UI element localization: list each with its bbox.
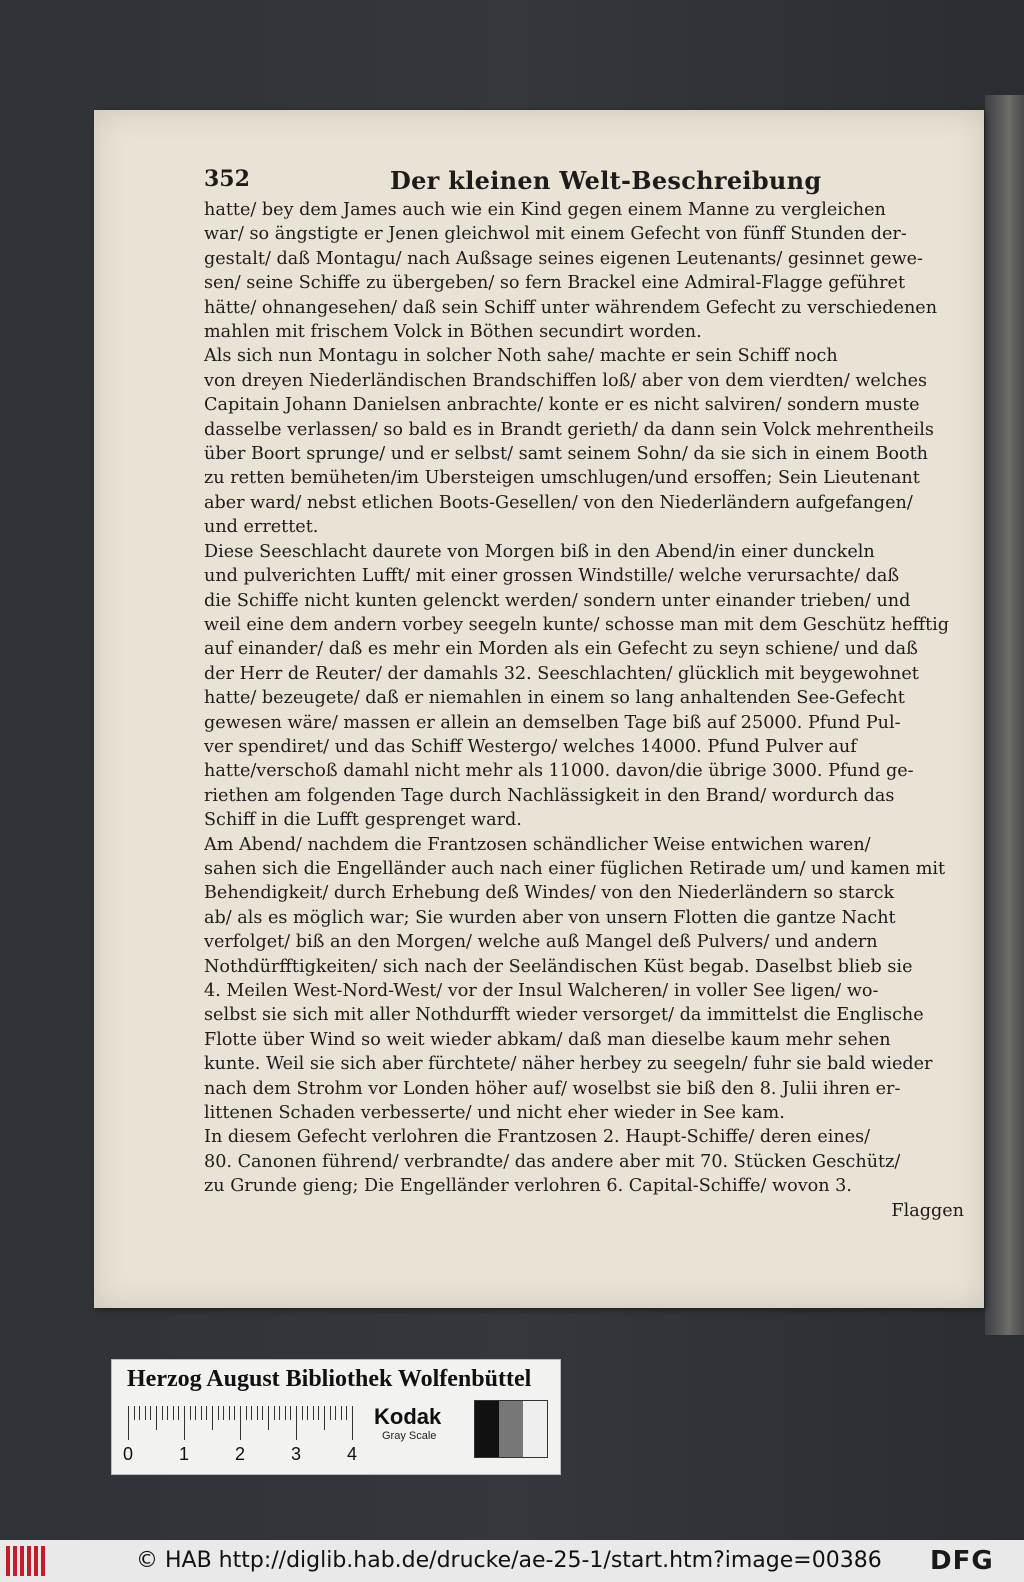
text-line: war/ so ängstigte er Jenen gleichwol mit einem Gefecht von fünff Stunden der-: [204, 224, 907, 245]
catchword: Flaggen: [891, 1200, 964, 1221]
text-line: die Schiffe nicht kunten gelenckt werden/ sondern unter einander trieben/ und: [204, 590, 911, 611]
text-line: Flotte über Wind so weit wieder abkam/ daß man dieselbe kaum mehr sehen: [204, 1029, 891, 1050]
text-line: aber ward/ nebst etlichen Boots-Gesellen/ von den Niederländern aufgefangen/: [204, 492, 913, 513]
text-line: ver spendiret/ und das Schiff Westergo/ welches 14000. Pfund Pulver auf: [204, 736, 857, 757]
text-line: gestalt/ daß Montagu/ nach Außsage seines eigenen Leutenants/ gesinnet gewe-: [204, 248, 924, 269]
ruler-tick: [257, 1406, 258, 1420]
page-body-text: [204, 198, 964, 1199]
running-head: Der kleinen Welt-Beschreibung: [390, 166, 822, 195]
ruler-tick: [139, 1406, 140, 1420]
text-line: 80. Canonen führend/ verbrandte/ das andere aber mit 70. Stücken Geschütz/: [204, 1151, 901, 1172]
ruler-tick: [296, 1406, 297, 1440]
text-line: sahen sich die Engelländer auch nach einer füglichen Retirade um/ und kamen mit: [204, 858, 946, 879]
gray-patch-black: [475, 1401, 499, 1457]
scale-ruler: [123, 1406, 358, 1464]
library-name: Herzog August Bibliothek Wolfenbüttel: [127, 1366, 532, 1392]
text-line: Schiff in die Lufft gesprenget ward.: [204, 810, 522, 831]
ruler-tick: [274, 1406, 275, 1420]
text-line: zu Grunde gieng; Die Engelländer verlohren 6. Capital-Schiffe/ wovon 3.: [204, 1176, 852, 1197]
ruler-tick: [307, 1406, 308, 1420]
text-line: 4. Meilen West-Nord-West/ vor der Insul Walcheren/ in voller See ligen/ wo-: [204, 981, 879, 1001]
ruler-tick: [318, 1406, 319, 1420]
text-line: der Herr de Reuter/ der damahls 32. Seeschlachten/ glücklich mit beygewohnet: [204, 663, 919, 684]
text-line: über Boort sprunge/ und er selbst/ samt seinem Sohn/ da sie sich in einem Booth: [204, 444, 928, 465]
ruler-number: 0: [123, 1444, 134, 1464]
text-line: hatte/verschoß damahl nicht mehr als 11000. davon/die übrige 3000. Pfund ge-: [204, 761, 914, 782]
dfg-logo: DFG: [930, 1546, 994, 1576]
text-line: verfolget/ biß an den Morgen/ welche auß Mangel deß Pulvers/ und andern: [204, 932, 878, 953]
ruler-tick: [341, 1406, 342, 1420]
page-header: [204, 166, 964, 198]
footer-bar: [0, 1540, 1024, 1582]
text-line: weil eine dem andern vorbey seegeln kunte/ schosse man mit dem Geschütz hefftig: [204, 614, 950, 635]
text-line: riethen am folgenden Tage durch Nachlässigkeit in den Brand/ wordurch das: [204, 785, 895, 806]
ruler-tick: [206, 1406, 207, 1420]
ruler-tick: [195, 1406, 196, 1420]
ruler-tick: [134, 1406, 135, 1420]
ruler-tick: [240, 1406, 241, 1440]
ruler-tick: [285, 1406, 286, 1420]
ruler-tick: [251, 1406, 252, 1420]
text-line: Am Abend/ nachdem die Frantzosen schändlicher Weise entwichen waren/: [204, 834, 871, 855]
gray-scale-patches: [474, 1400, 548, 1458]
text-line: zu retten bemüheten/im Ubersteigen umschlugen/und ersoffen; Sein Lieutenant: [204, 468, 920, 489]
ruler-tick: [128, 1406, 129, 1440]
text-line: selbst sie sich mit aller Nothdurfft wieder versorget/ da immittelst die Englische: [204, 1005, 924, 1026]
text-line: ab/ als es möglich war; Sie wurden aber von unsern Flotten die gantze Nacht: [204, 907, 896, 928]
ruler-tick: [352, 1406, 353, 1440]
gray-scale-label: Gray Scale: [382, 1430, 437, 1442]
ruler-tick: [184, 1406, 185, 1440]
ruler-tick: [212, 1406, 213, 1430]
text-line: mahlen mit frischem Volck in Böthen secundirt worden.: [204, 322, 702, 343]
copyright-url[interactable]: © HAB http://diglib.hab.de/drucke/ae-25-1/start.htm?image=00386: [136, 1548, 882, 1573]
gray-patch-mid: [499, 1401, 523, 1457]
ruler-tick: [324, 1406, 325, 1430]
ruler-tick: [268, 1406, 269, 1430]
ruler-tick: [223, 1406, 224, 1420]
text-line: und errettet.: [204, 517, 319, 538]
ruler-tick: [190, 1406, 191, 1420]
ruler-tick: [218, 1406, 219, 1420]
ruler-tick: [290, 1406, 291, 1420]
ruler-tick: [156, 1406, 157, 1430]
ruler-number: 1: [179, 1444, 190, 1464]
text-line: hatte/ bezeugete/ daß er niemahlen in einem so lang anhaltenden See-Gefecht: [204, 688, 905, 709]
text-line: Diese Seeschlacht daurete von Morgen biß in den Abend/in einer dunckeln: [204, 541, 875, 562]
text-line: kunte. Weil sie sich aber fürchtete/ näher herbey zu seegeln/ fuhr sie bald wieder: [204, 1054, 933, 1075]
library-color-card: [111, 1359, 561, 1475]
text-line: dasselbe verlassen/ so bald es in Brandt gerieth/ da dann sein Volck mehrentheils: [204, 419, 934, 440]
ruler-tick: [313, 1406, 314, 1420]
ruler-tick: [330, 1406, 331, 1420]
ruler-tick: [279, 1406, 280, 1420]
ruler-tick: [178, 1406, 179, 1420]
text-line: sen/ seine Schiffe zu übergeben/ so fern Brackel eine Admiral-Flagge geführet: [204, 273, 906, 294]
text-line: Nothdürfftigkeiten/ sich nach der Seeländischen Küst begab. Daselbst blieb sie: [204, 956, 913, 977]
ruler-tick: [246, 1406, 247, 1420]
ruler-tick: [234, 1406, 235, 1420]
ruler-tick: [346, 1406, 347, 1420]
ruler-tick: [162, 1406, 163, 1420]
next-page-edge: [985, 95, 1024, 1335]
book-page: [94, 110, 984, 1308]
text-line: gewesen wäre/ massen er allein an demselben Tage biß auf 25000. Pfund Pul-: [204, 712, 901, 733]
ruler-tick: [229, 1406, 230, 1420]
text-line: von dreyen Niederländischen Brandschiffen loß/ aber von dem vierdten/ welches: [204, 370, 928, 391]
hab-barcode-icon: [6, 1546, 50, 1576]
kodak-logo: Kodak: [374, 1404, 442, 1429]
text-line: auf einander/ daß es mehr ein Morden als ein Gefecht zu seyn schiene/ und daß: [204, 639, 918, 660]
ruler-tick: [150, 1406, 151, 1420]
text-line: hatte/ bey dem James auch wie ein Kind gegen einem Manne zu vergleichen: [204, 200, 886, 220]
text-line: nach dem Strohm vor Londen höher auf/ woselbst sie biß den 8. Julii ihren er-: [204, 1078, 901, 1099]
ruler-tick: [145, 1406, 146, 1420]
text-line: hätte/ ohnangesehen/ daß sein Schiff unter währendem Gefecht zu verschiedenen: [204, 297, 938, 318]
ruler-tick: [173, 1406, 174, 1420]
ruler-tick: [335, 1406, 336, 1420]
ruler-tick: [262, 1406, 263, 1420]
ruler-number: 2: [235, 1444, 246, 1464]
page-content: [204, 166, 964, 1296]
text-line: In diesem Gefecht verlohren die Frantzosen 2. Haupt-Schiffe/ deren eines/: [204, 1127, 871, 1148]
text-line: littenen Schaden verbesserte/ und nicht eher wieder in See kam.: [204, 1103, 785, 1124]
text-line: Behendigkeit/ durch Erhebung deß Windes/ von den Niederländern so starck: [204, 883, 895, 904]
text-line: Als sich nun Montagu in solcher Noth sahe/ machte er sein Schiff noch: [204, 346, 838, 367]
text-line: und pulverichten Lufft/ mit einer grossen Windstille/ welche verursachte/ daß: [204, 566, 900, 587]
ruler-tick: [167, 1406, 168, 1420]
ruler-tick: [302, 1406, 303, 1420]
ruler-number: 4: [347, 1444, 358, 1464]
text-line: Capitain Johann Danielsen anbrachte/ konte er es nicht salviren/ sondern muste: [204, 395, 920, 416]
ruler-tick: [201, 1406, 202, 1420]
page-number: 352: [204, 166, 250, 192]
gray-patch-white: [523, 1401, 547, 1457]
ruler-number: 3: [291, 1444, 302, 1464]
